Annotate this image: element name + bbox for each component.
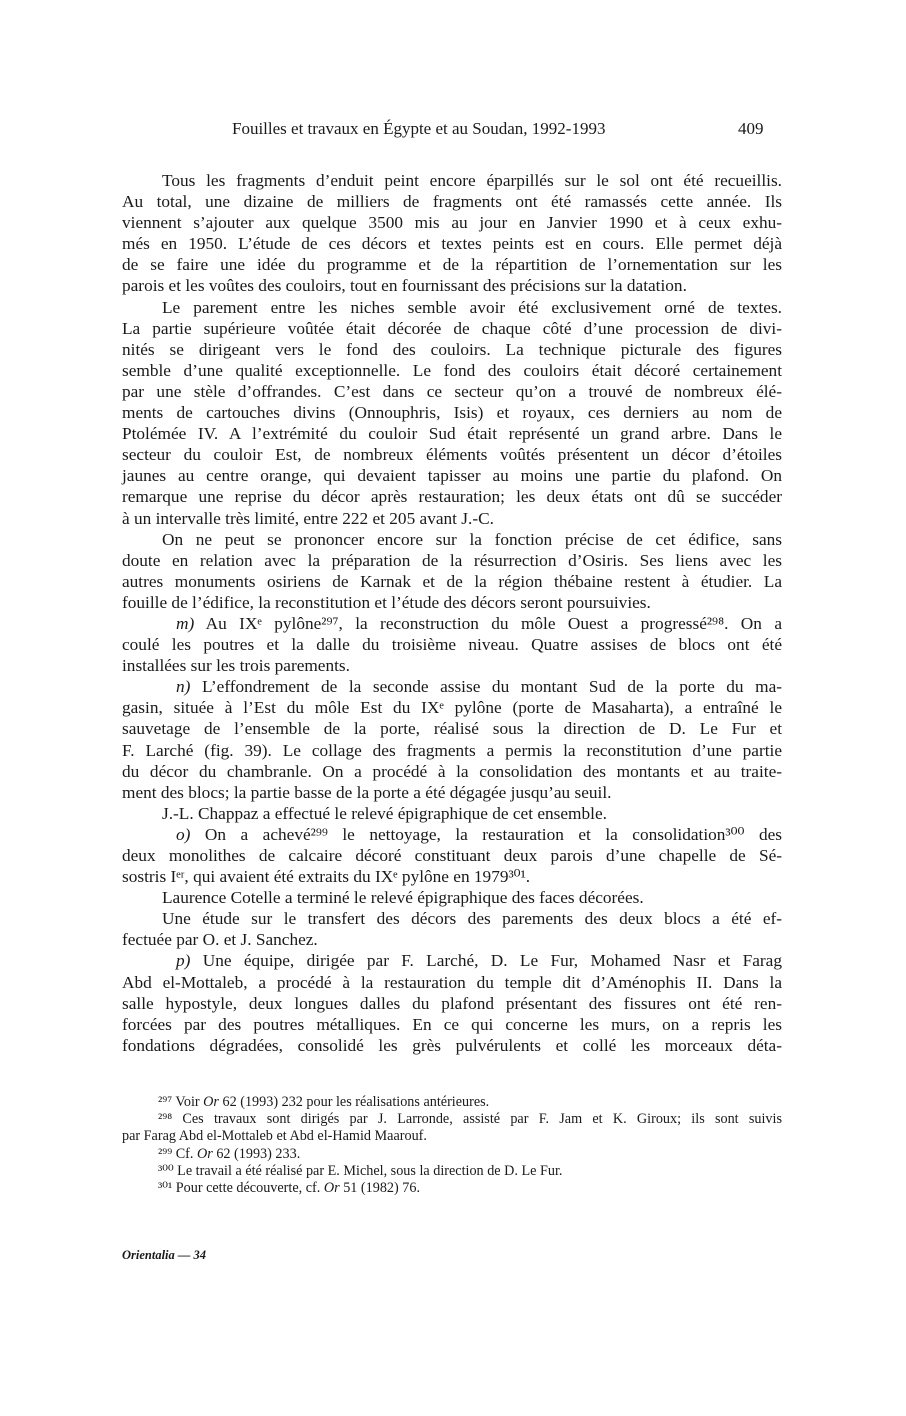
- body-line: doute en relation avec la préparation de la résurrection d’Osiris. Ses liens avec les: [122, 550, 782, 570]
- body-line: autres monuments osiriens de Karnak et de la région thébaine restent à étudier. La: [122, 571, 782, 591]
- body-line: Abd el-Mottaleb, a procédé à la restauration du temple dit d’Aménophis II. Dans la: [122, 972, 782, 992]
- body-line: On ne peut se prononcer encore sur la fonction précise de cet édifice, sans: [162, 529, 782, 549]
- body-line: coulé les poutres et la dalle du troisième niveau. Quatre assises de blocs ont été: [122, 635, 782, 655]
- footnote-298: ²⁹⁸ Ces travaux sont dirigés par J. Larronde, assisté par F. Jam et K. Giroux; ils sont suivis: [158, 1111, 782, 1128]
- footnote-297: ²⁹⁷ Voir Or 62 (1993) 232 pour les réalisations antérieures.: [158, 1094, 490, 1110]
- body-line: fondations dégradées, consolidé les grès pulvérulents et collé les morceaux déta-: [122, 1035, 782, 1055]
- body-line: parois et les voûtes des couloirs, tout en fournissant des précisions sur la datation.: [122, 276, 687, 296]
- body-line: gasin, située à l’Est du môle Est du IXᵉ pylône (porte de Masaharta), a entraîné le: [122, 698, 782, 718]
- body-line: fouille de l’édifice, la reconstitution et l’étude des décors seront poursuivies.: [122, 592, 651, 612]
- running-title: Fouilles et travaux en Égypte et au Soudan, 1992-1993: [232, 119, 606, 138]
- body-line: viennent s’ajouter aux quelque 3500 mis au jour en Janvier 1990 et à ceux exhu-: [122, 213, 782, 233]
- body-line: Laurence Cotelle a terminé le relevé épigraphique des faces décorées.: [162, 888, 644, 908]
- body-line: J.-L. Chappaz a effectué le relevé épigraphique de cet ensemble.: [162, 803, 607, 823]
- body-line: Le parement entre les niches semble avoir été exclusivement orné de textes.: [162, 297, 782, 317]
- body-line: de se faire une idée du programme et de la répartition de l’ornementation sur les: [122, 255, 782, 275]
- body-line: més en 1950. L’étude de ces décors et textes peints est en cours. Elle permet déjà: [122, 234, 782, 254]
- body-line: Tous les fragments d’enduit peint encore éparpillés sur le sol ont été recueillis.: [162, 171, 782, 190]
- body-line: installées sur les trois parements.: [122, 656, 350, 676]
- footnote-301: ³⁰¹ Pour cette découverte, cf. Or 51 (1982) 76.: [158, 1179, 421, 1196]
- body-line: ments de cartouches divins (Onnouphris, Isis) et royaux, ces derniers au nom de: [122, 403, 782, 423]
- page-number: 409: [738, 119, 764, 138]
- body-line: salle hypostyle, deux longues dalles du plafond présentant des fissures ont été ren-: [122, 993, 782, 1013]
- body-line: La partie supérieure voûtée était décorée de chaque côté d’une procession de divi-: [122, 318, 782, 338]
- body-line: forcées par des poutres métalliques. En ce qui concerne les murs, on a repris les: [122, 1014, 782, 1034]
- body-line-section-o: o) On a achevé²⁹⁹ le nettoyage, la restauration et la consolidation³⁰⁰ des: [176, 824, 782, 844]
- body-line-section-m: m) Au IXᵉ pylône²⁹⁷, la reconstruction du môle Ouest a progressé²⁹⁸. On a: [176, 613, 782, 633]
- body-text: [122, 170, 782, 1056]
- body-line: ment des blocs; la partie basse de la porte a été dégagée jusqu’au seuil.: [122, 782, 612, 802]
- body-line: F. Larché (fig. 39). Le collage des fragments a permis la reconstitution d’une partie: [122, 740, 782, 760]
- body-line: Au total, une dizaine de milliers de fragments ont été ramassés cette année. Ils: [122, 192, 782, 212]
- body-line: Une étude sur le transfert des décors des parements des deux blocs a été ef-: [162, 909, 782, 929]
- body-line: sostris Iᵉʳ, qui avaient été extraits du IXᵉ pylône en 1979³⁰¹.: [122, 867, 531, 887]
- footnote-298-continued: par Farag Abd el-Mottaleb et Abd el-Hamid Maarouf.: [122, 1128, 427, 1145]
- body-line: fectuée par O. et J. Sanchez.: [122, 930, 318, 950]
- body-line: deux monolithes de calcaire décoré constituant deux parois d’une chapelle de Sé-: [122, 846, 782, 865]
- body-line: par une stèle d’offrandes. C’est dans ce secteur qu’on a trouvé de nombreux élé-: [122, 381, 782, 401]
- body-line: jaunes au centre orange, qui devaient tapisser au moins une partie du plafond. On: [122, 466, 782, 486]
- footnote-300: ³⁰⁰ Le travail a été réalisé par E. Michel, sous la direction de D. Le Fur.: [158, 1162, 563, 1179]
- body-line-section-p: p) Une équipe, dirigée par F. Larché, D. Le Fur, Mohamed Nasr et Farag: [176, 951, 782, 971]
- body-line: remarque une reprise du décor après restauration; les deux états ont dû se succéder: [122, 487, 782, 507]
- body-line: Ptolémée IV. A l’extrémité du couloir Sud était représenté un grand arbre. Dans le: [122, 424, 782, 444]
- body-line: sauvetage de l’ensemble de la porte, réalisé sous la direction de D. Le Fur et: [122, 719, 782, 739]
- body-line: nités se dirigeant vers le fond des couloirs. La technique picturale des figures: [122, 339, 782, 359]
- body-line: secteur du couloir Est, de nombreux éléments voûtés présentent un décor d’étoiles: [122, 445, 782, 465]
- footnotes: [122, 1094, 782, 1197]
- signature-footer: Orientalia — 34: [122, 1248, 207, 1262]
- body-line: semble d’une qualité exceptionnelle. Le fond des couloirs était décoré certainement: [122, 360, 782, 380]
- body-line: du décor du chambranle. On a procédé à la consolidation des montants et au traite-: [122, 761, 782, 781]
- body-line: à un intervalle très limité, entre 222 et 205 avant J.-C.: [122, 508, 494, 528]
- body-line-section-n: n) L’effondrement de la seconde assise du montant Sud de la porte du ma-: [176, 677, 782, 697]
- footnote-299: ²⁹⁹ Cf. Or 62 (1993) 233.: [158, 1145, 301, 1162]
